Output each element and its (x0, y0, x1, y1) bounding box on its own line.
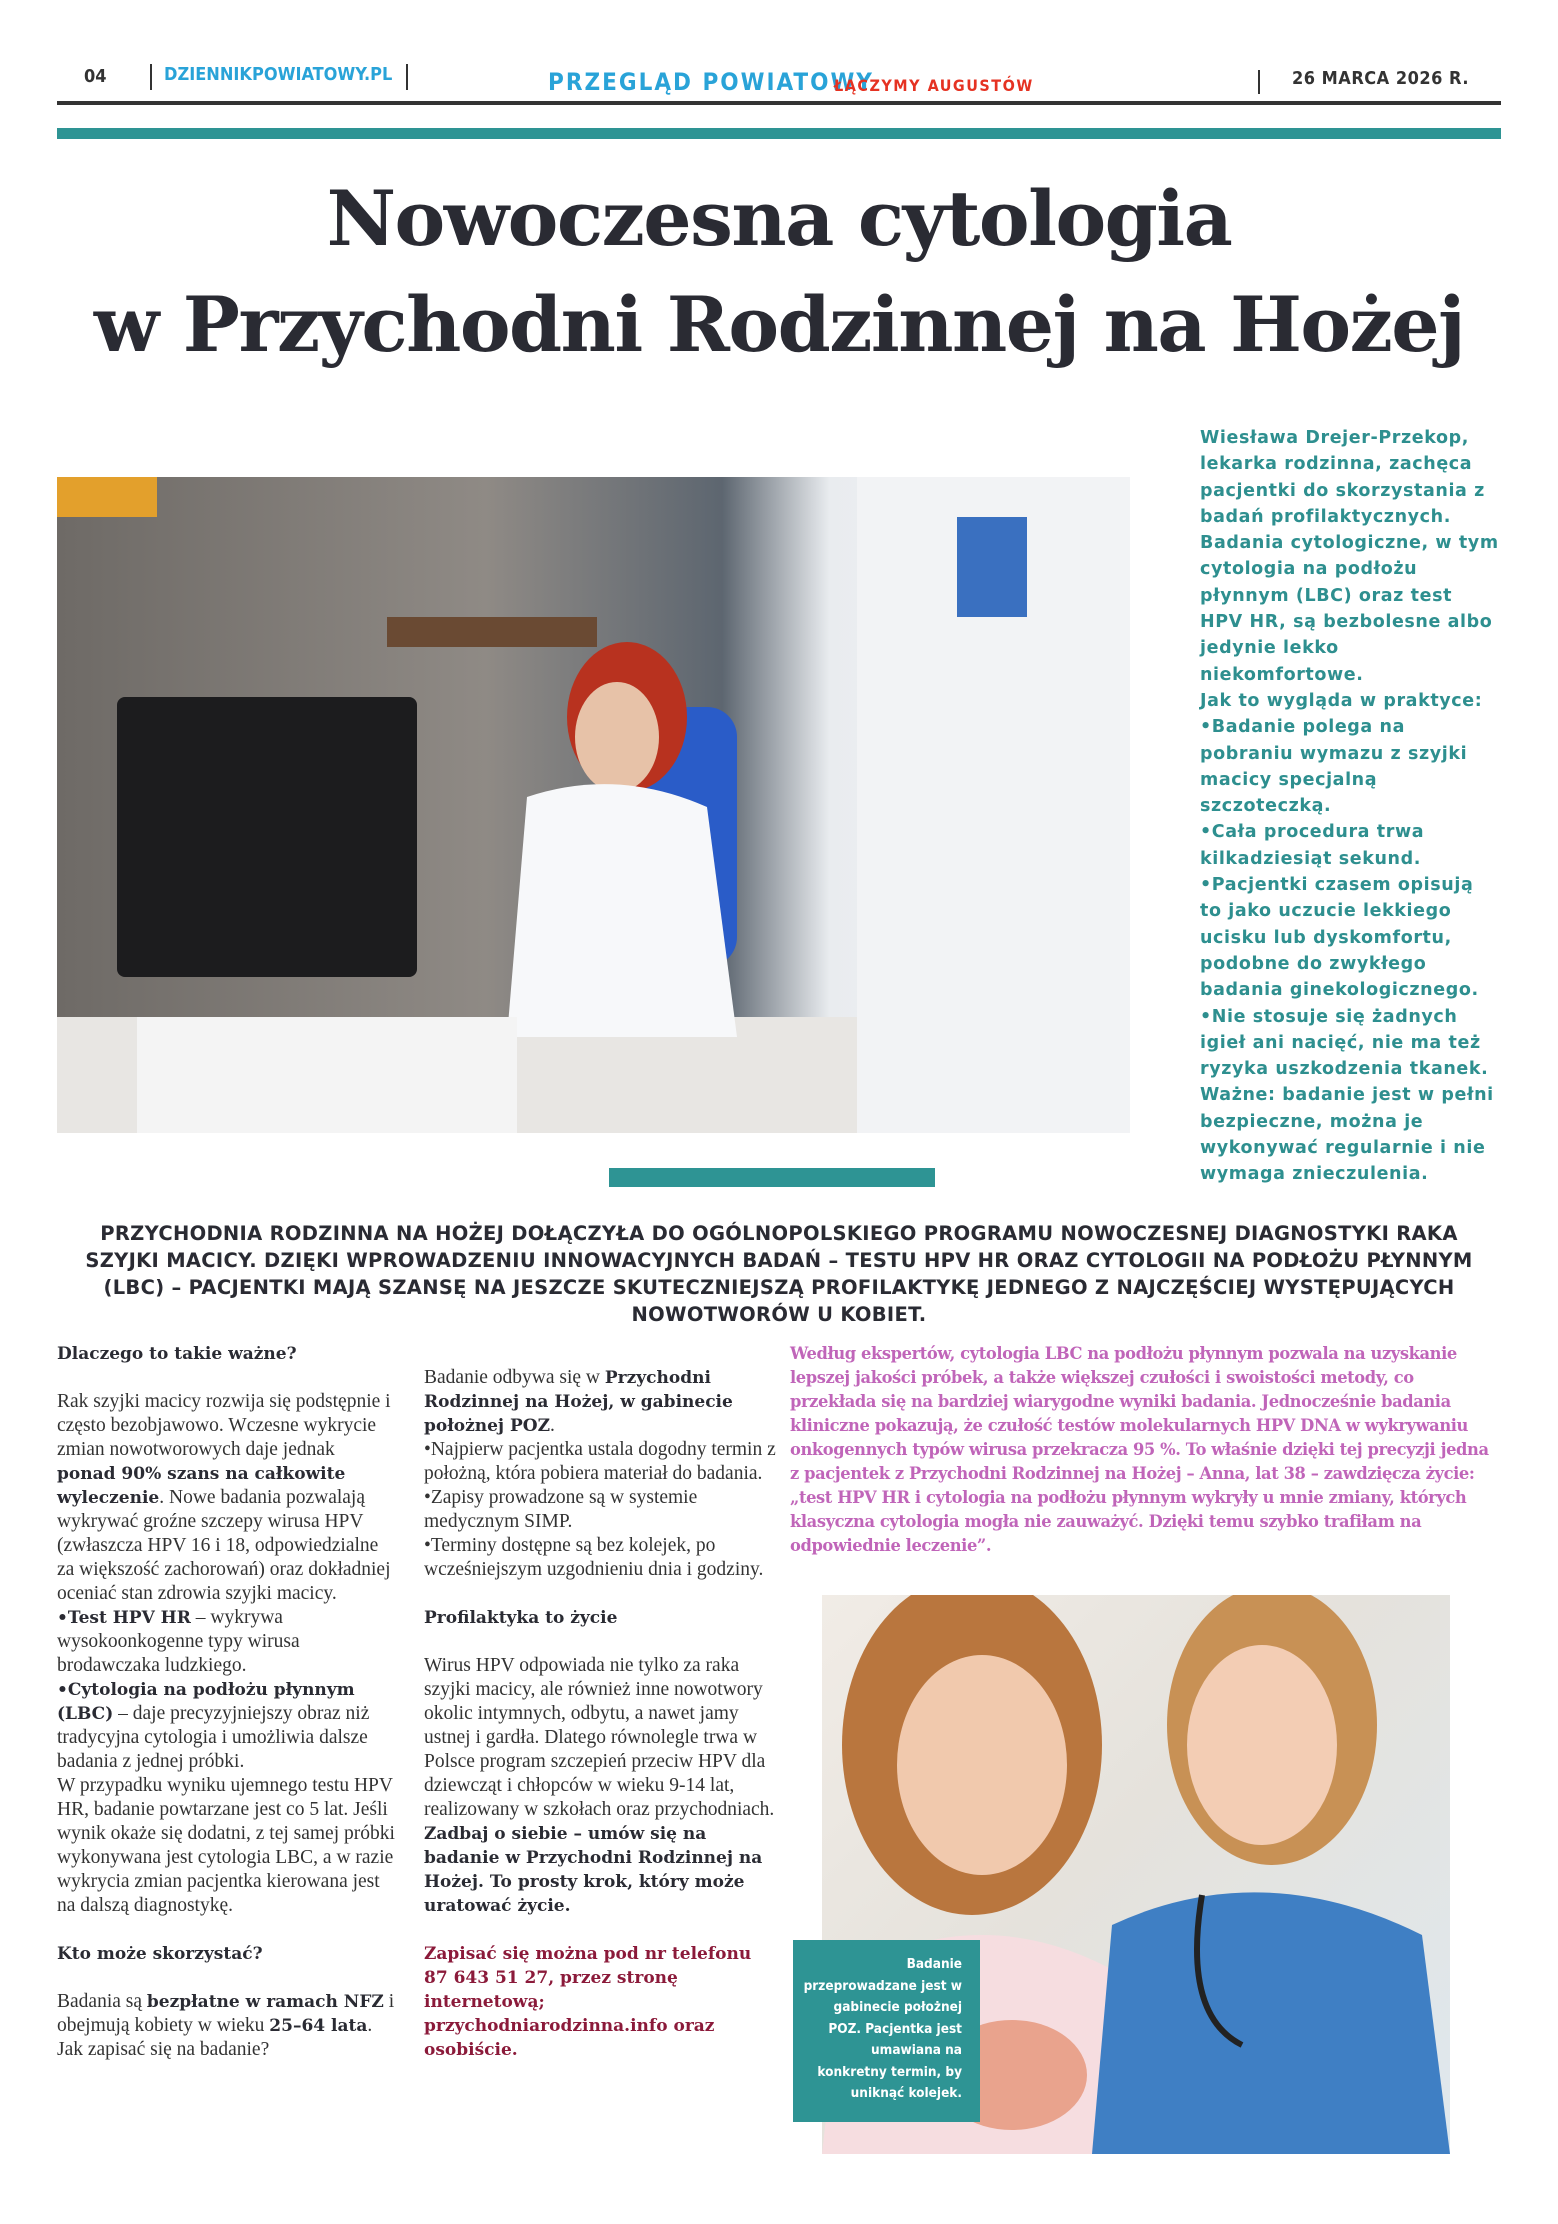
title-line-1: Nowoczesna cytologia (326, 174, 1232, 263)
sidebar-closing: Ważne: badanie jest w pełni bezpieczne, można je wykonywać regularnie i nie wymaga znieczulenia. (1200, 1085, 1494, 1185)
site-url[interactable]: DZIENNIKPOWIATOWY.PL (150, 64, 408, 90)
section-heading: Dlaczego to takie ważne? (57, 1344, 297, 1364)
header-rule (57, 101, 1501, 105)
text: Rak szyjki macicy rozwija się podstępnie i często bezobjawowo. Wczesne wykrycie zmian nowotworowych daje jednak (57, 1391, 391, 1460)
emphasis: •Test HPV HR (57, 1608, 191, 1628)
bullet (57, 1678, 397, 1774)
sidebar-bullet: •Cała procedura trwa kilkadziesiąt sekund. (1200, 822, 1425, 869)
article-lead: PRZYCHODNIA RODZINNA NA HOŻEJ DOŁĄCZYŁA DO OGÓLNOPOLSKIEGO PROGRAMU NOWOCZESNEJ DIAGNOSTYKI RAKA SZYJKI MACICY. DZIĘKI WPROWADZENIU INNOWACYJNYCH BADAŃ – TESTU HPV HR ORAZ CYTOLOGII NA PODŁOŻU PŁYNNYM (LBC) – PACJENTKI MAJĄ SZANSĘ NA JESZCZE SKUTECZNIEJSZĄ PROFILAKTYKĘ JEDNEGO Z NAJCZĘŚCIEJ WYSTĘPUJĄCYCH NOWOTWORÓW U KOBIET. (85, 1222, 1473, 1326)
issue-date: 26 MARCA 2026 R. (1292, 68, 1470, 89)
teal-bar (57, 128, 1501, 139)
text: Badanie odbywa się w (424, 1367, 605, 1388)
page-number: 04 (84, 66, 107, 87)
bullet (57, 1606, 397, 1678)
paragraph (57, 1990, 397, 2038)
expert-quote: Według ekspertów, cytologia LBC na podłożu płynnym pozwala na uzyskanie lepszej jakości próbek, a także większej czułości i swoistości metody, co przekłada się na bardziej wiarygodne wyniki badania. Jednocześnie badania kliniczne pokazują, że czułość testów molekularnych HPV DNA w wykrywaniu onkogennych typów wirusa przekracza 95 %. To właśnie dzięki tej precyzji jedna z pacjentek z Przychodni Rodzinnej na Hożej – Anna, lat 38 – zawdzięcza życie: „test HPV HR i cytologia na podłożu płynnym wykryły u mnie zmiany, których klasyczna cytologia mogła nie zauważyć. Dzięki temu szybko trafiłam na odpowiednie leczenie”. (790, 1344, 1489, 1555)
bullet: •Terminy dostępne są bez kolejek, po wcześniejszym uzgodnieniu dnia i godziny. (424, 1535, 764, 1580)
doctor-office-photo (57, 477, 1130, 1133)
teal-accent-bar (609, 1168, 935, 1187)
sidebar-intro: Wiesława Drejer-Przekop, lekarka rodzinna, zachęca pacjentki do skorzystania z badań profilaktycznych. Badania cytologiczne, w tym cytologia na podłożu płynnym (LBC) oraz test HPV HR, są bezbolesne albo jedynie lekko niekomfortowe. (1200, 428, 1499, 685)
sidebar-bullet: •Pacjentki czasem opisują to jako uczucie lekkiego ucisku lub dyskomfortu, podobne do zwykłego badania ginekologicznego. (1200, 875, 1479, 1001)
paragraph (424, 1366, 779, 1438)
emphasis: ponad 90% szans na całkowite wyleczenie (57, 1464, 346, 1508)
doctor-sidebar (1200, 425, 1500, 1188)
contact-info[interactable]: Zapisać się można pod nr telefonu 87 643 51 27, przez stronę internetową; przychodniarodzinna.info oraz osobiście. (424, 1944, 752, 2060)
paragraph: Wirus HPV odpowiada nie tylko za raka szyjki macicy, ale również inne nowotwory okolic intymnych, odbytu, a nawet jamy ustnej i gardła. Dlatego równolegle trwa w Polsce program szczepień przeciw HPV dla dziewcząt i chłopców w wieku 9-14 lat, realizowany w szkołach oraz przychodniach. (424, 1655, 775, 1820)
text: i obejmują kobiety w wieku (57, 1991, 395, 2036)
emphasis: 25–64 lata (269, 2016, 368, 2036)
brand-title: PRZEGLĄD POWIATOWY (548, 68, 874, 96)
paragraph: Jak zapisać się na badanie? (57, 2039, 270, 2060)
column-2 (424, 1366, 779, 2062)
paragraph (57, 1390, 397, 1606)
sidebar-heading: Jak to wygląda w praktyce: (1200, 690, 1483, 711)
paragraph: W przypadku wyniku ujemnego testu HPV HR, badanie powtarzane jest co 5 lat. Jeśli wynik okaże się dodatni, z tej samej próbki wykonywana jest cytologia LBC, a w razie wykrycia zmian pacjentka kierowana jest na dalszą diagnostykę. (57, 1775, 395, 1916)
emphasis: bezpłatne w ramach NFZ (146, 1992, 384, 2012)
photo-caption: Badanie przeprowadzane jest w gabinecie położnej POZ. Pacjentka jest umawiana na konkretny termin, by uniknąć kolejek. (793, 1940, 980, 2122)
text: . (550, 1415, 555, 1436)
bullet: •Zapisy prowadzone są w systemie medycznym SIMP. (424, 1487, 698, 1532)
column-1 (57, 1342, 397, 2062)
text: . Nowe badania pozwalają wykrywać groźne szczepy wirusa HPV (zwłaszcza HPV 16 i 18, odpowiedzialne za większość zachorowań) oraz dokładniej oceniać stan zdrowia szyjki macicy. (57, 1487, 391, 1604)
brand-subtitle: ŁĄCZYMY AUGUSTÓW (834, 76, 1034, 95)
bullet: •Najpierw pacjentka ustala dogodny termin z położną, która pobiera materiał do badania. (424, 1439, 776, 1484)
section-heading: Kto może skorzystać? (57, 1944, 263, 1964)
text: – daje precyzyjniejszy obraz niż tradycyjna cytologia i umożliwia dalsze badania z jednej próbki. (57, 1703, 370, 1772)
section-heading: Profilaktyka to życie (424, 1608, 618, 1628)
doctor-photo-illustration (57, 477, 1130, 1133)
call-to-action: Zadbaj o siebie – umów się na badanie w Przychodni Rodzinnej na Hożej. To prosty krok, który może uratować życie. (424, 1824, 763, 1916)
emphasis: Przychodni Rodzinnej na Hożej, w gabinecie położnej POZ (424, 1368, 733, 1436)
sidebar-bullet: •Nie stosuje się żadnych igieł ani nacięć, nie ma też ryzyka uszkodzenia tkanek. (1200, 1006, 1489, 1080)
title-line-2: w Przychodni Rodzinnej na Hożej (93, 280, 1465, 369)
article-title (0, 166, 1558, 378)
text: Badania są (57, 1991, 147, 2012)
emphasis: •Cytologia na podłożu płynnym (LBC) (57, 1680, 355, 1724)
text: – wykrywa wysokoonkogenne typy wirusa brodawczaka ludzkiego. (57, 1607, 300, 1676)
text: . (367, 2015, 373, 2036)
sidebar-bullet: •Badanie polega na pobraniu wymazu z szyjki macicy specjalną szczoteczką. (1200, 717, 1468, 817)
divider (1258, 70, 1260, 94)
